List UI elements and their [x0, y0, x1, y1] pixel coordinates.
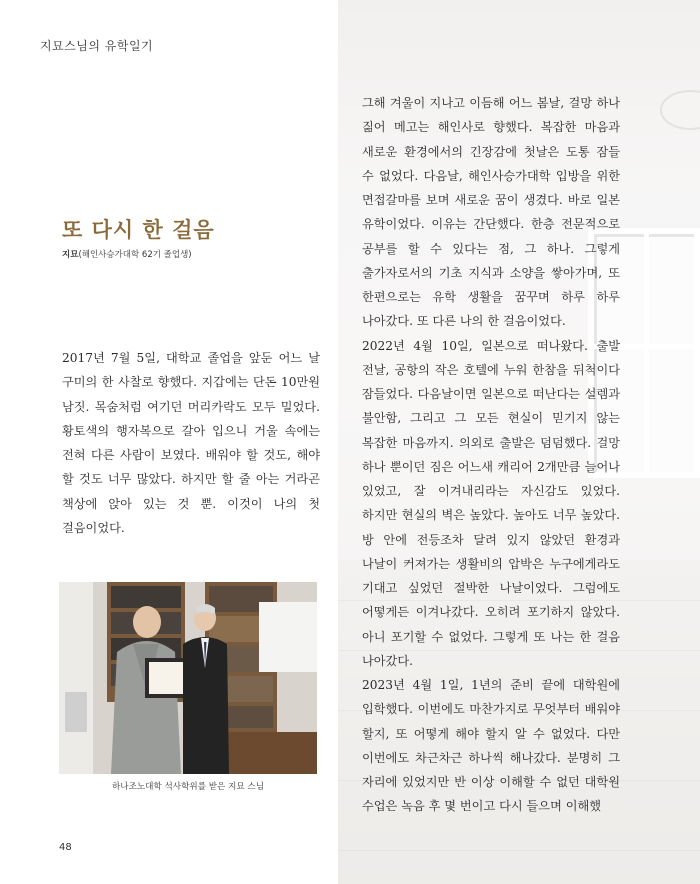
right-body-text [362, 91, 620, 819]
right-paragraph-1: 그해 겨울이 지나고 이듬해 어느 봄날, 걸망 하나 짊어 메고는 해인사로 향했다. 복잡한 마음과 새로운 환경에서의 긴장감에 첫날은 도통 잠들 수 없었다. 다음날, 해인사승가대학 입방을 위한 면접갈마를 보며 새로운 꿈이 생겼다. 바로 일본 유학이었다. 이유는 간단했다. 한층 전문적으로 공부를 할 수 있다는 점, 그 하나. 그렇게 출가자로서의 기초 지식과 소양을 쌓아가며, 또 한편으로는 유학 생활을 꿈꾸며 하루 하루 나아갔다. 또 다른 나의 한 걸음이었다. [362, 96, 620, 329]
right-paragraph-3: 2023년 4월 1일, 1년의 준비 끝에 대학원에 입학했다. 이번에도 마찬가지로 무엇부터 배워야 할지, 또 어떻게 해야 할지 알 수 없었다. 다만 이번에도 차근차근 하나씩 해나갔다. 분명히 그 자리에 있었지만 반 이상 이해할 수 없던 대학원 수업은 녹음 후 몇 번이고 다시 들으며 이해했 [362, 678, 620, 814]
photo-caption: 하나조노대학 석사학위를 받은 지묘 스님 [111, 782, 265, 792]
left-body-paragraph: 2017년 7월 5일, 대학교 졸업을 앞둔 어느 날 구미의 한 사찰로 향했다. 지갑에는 단돈 10만원 남짓. 목숨처럼 여기던 머리카락도 모두 밀었다. 황토색의 행자복으로 갈아 입으니 거울 속에는 전혀 다른 사람이 보였다. 배워야 할 것도, 해야 할 것도 너무 많았다. 하지만 할 줄 아는 거라곤 책상에 앉아 있는 것 뿐. 이것이 나의 첫 걸음이었다. [62, 351, 320, 536]
author-line [62, 248, 192, 260]
author-detail: (해인사승가대학 62기 졸업생) [78, 250, 192, 260]
author-name: 지묘 [62, 250, 79, 260]
page-number: 48 [59, 842, 72, 853]
right-paragraph-2: 2022년 4월 10일, 일본으로 떠나왔다. 출발 전날, 공항의 작은 호텔에 누워 한참을 뒤척이다 잠들었다. 다음날이면 일본으로 떠난다는 설렘과 불안함, 그리고 그 모든 현실이 믿기지 않는 복잡한 마음까지. 의외로 출발은 덤덤했다. 걸망 하나 뿐이던 짐은 어느새 캐리어 2개만큼 늘어나 있었고, 잘 이겨내리라는 자신감도 있었다. 하지만 현실의 벽은 높았다. 높아도 너무 높았다. 방 안에 전등조차 달려 있지 않았던 환경과 나날이 커져가는 생활비의 압박은 누구에게라도 기대고 싶었던 절박한 나날이었다. 그럼에도 어떻게든 이겨나갔다. 오히려 포기하지 않았다. 아니 포기할 수 없었다. 그렇게 또 나는 한 걸음 나아갔다. [362, 338, 620, 668]
running-header: 지묘스님의 유학일기 [40, 39, 154, 53]
graduation-photo [59, 582, 317, 774]
section-title: 또 다시 한 걸음 [62, 217, 215, 242]
